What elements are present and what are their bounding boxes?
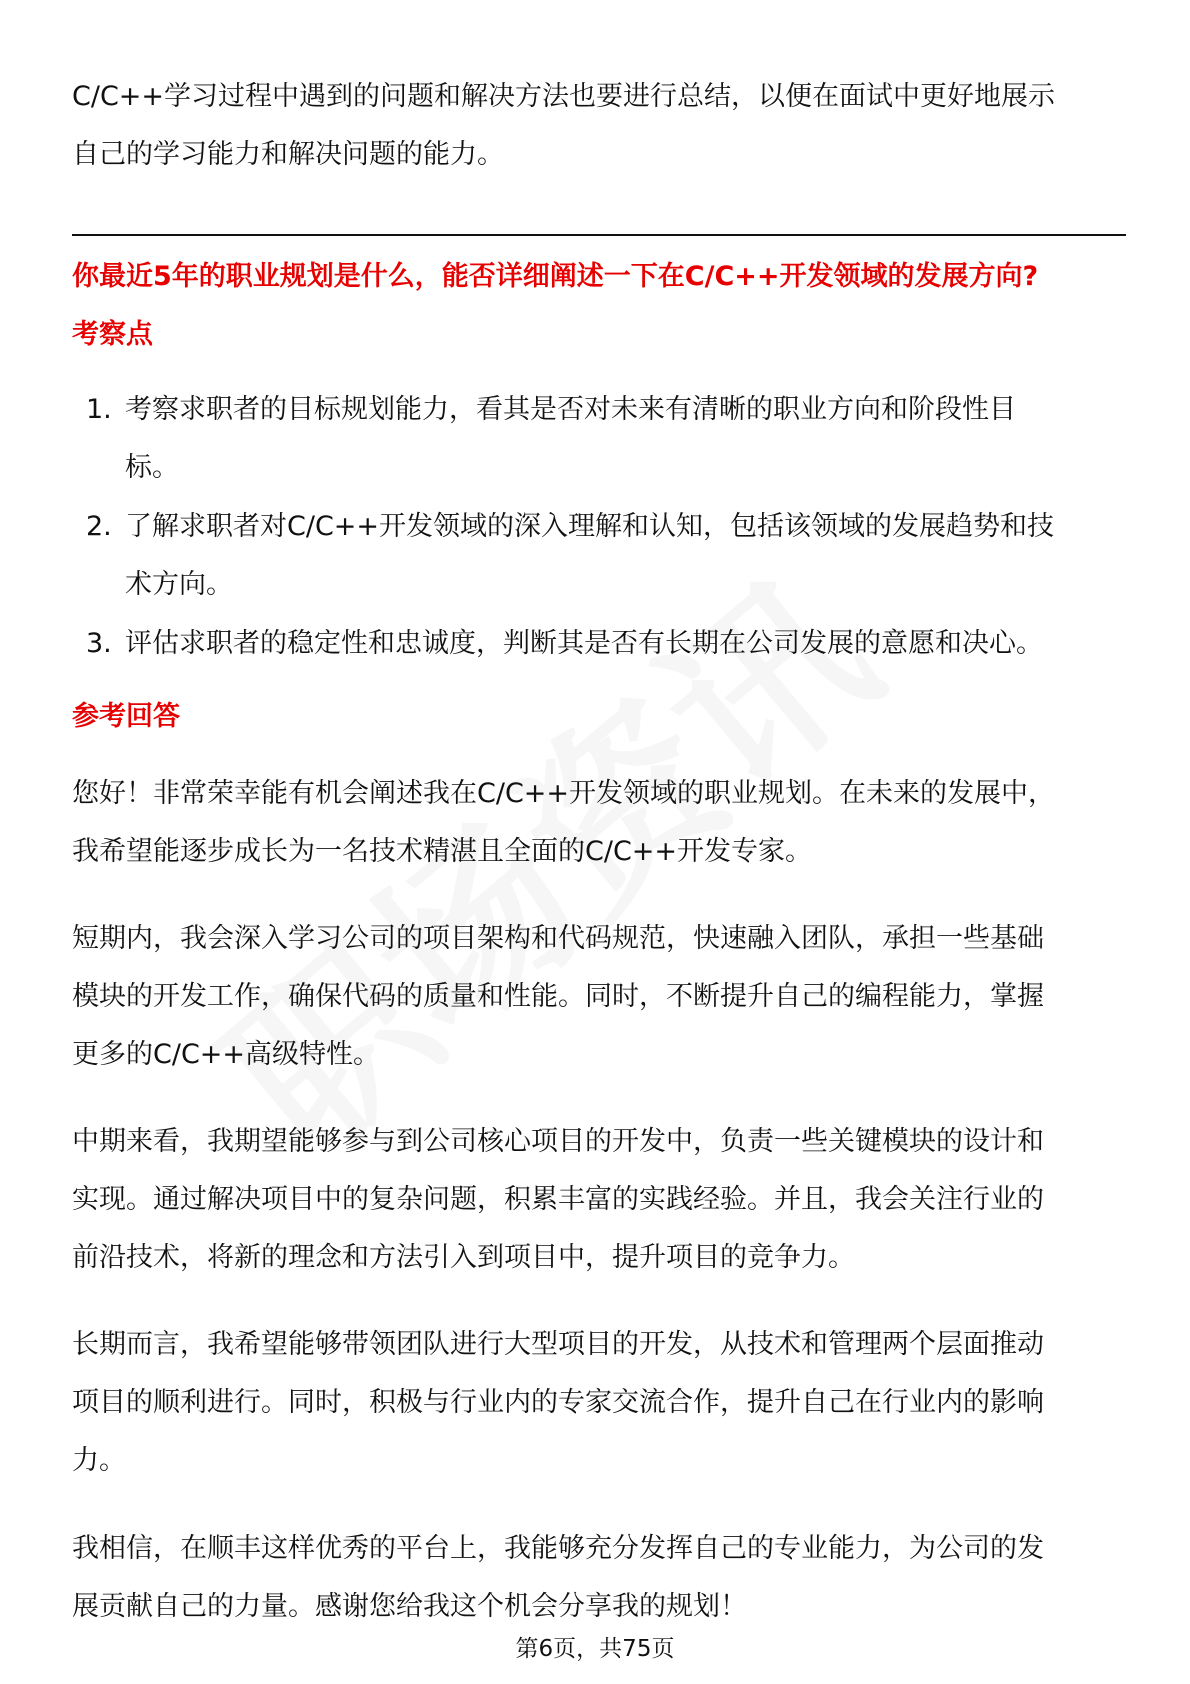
list-number: 3. <box>86 628 112 659</box>
text-line: 自己的学习能力和解决问题的能力。 <box>72 139 504 170</box>
text-line: C/C++学习过程中遇到的问题和解决方法也要进行总结，以便在面试中更好地展示 <box>72 81 1056 112</box>
points-heading: 考察点 <box>72 319 153 350</box>
answer-paragraph: 中期来看，我期望能够参与到公司核心项目的开发中，负责一些关键模块的设计和 实现。通过解决项目中的复杂问题，积累丰富的实践经验。并且，我会关注行业的 前沿技术，将新的理念和方法引入到项目中，提升项目的竞争力。 <box>72 1126 1044 1273</box>
answer-paragraph: 长期而言，我希望能够带领团队进行大型项目的开发，从技术和管理两个层面推动 项目的顺利进行。同时，积极与行业内的专家交流合作，提升自己在行业内的影响 力。 <box>72 1329 1044 1476</box>
page-number: 第6页，共75页 <box>515 1636 675 1662</box>
list-text: 考察求职者的目标规划能力，看其是否对未来有清晰的职业方向和阶段性目 标。 <box>125 394 1016 483</box>
question-heading: 你最近5年的职业规划是什么，能否详细阐述一下在C/C++开发领域的发展方向? <box>72 261 1039 292</box>
answer-heading: 参考回答 <box>72 701 180 732</box>
list-text: 评估求职者的稳定性和忠诚度，判断其是否有长期在公司发展的意愿和决心。 <box>125 628 1043 659</box>
list-number: 2. <box>86 511 112 542</box>
list-text: 了解求职者对C/C++开发领域的深入理解和认知，包括该领域的发展趋势和技 术方向。 <box>125 511 1055 600</box>
answer-paragraph: 短期内，我会深入学习公司的项目架构和代码规范，快速融入团队，承担一些基础 模块的开发工作，确保代码的质量和性能。同时，不断提升自己的编程能力，掌握 更多的C/C++高级特性。 <box>72 923 1044 1070</box>
list-number: 1. <box>86 394 112 425</box>
answer-paragraph: 您好！非常荣幸能有机会阐述我在C/C++开发领域的职业规划。在未来的发展中， 我希望能逐步成长为一名技术精湛且全面的C/C++开发专家。 <box>72 778 1056 867</box>
divider <box>72 234 1126 236</box>
intro-paragraph <box>72 68 1132 184</box>
answer-paragraph: 我相信，在顺丰这样优秀的平台上，我能够充分发挥自己的专业能力，为公司的发 展贡献自己的力量。感谢您给我这个机会分享我的规划！ <box>72 1533 1044 1622</box>
